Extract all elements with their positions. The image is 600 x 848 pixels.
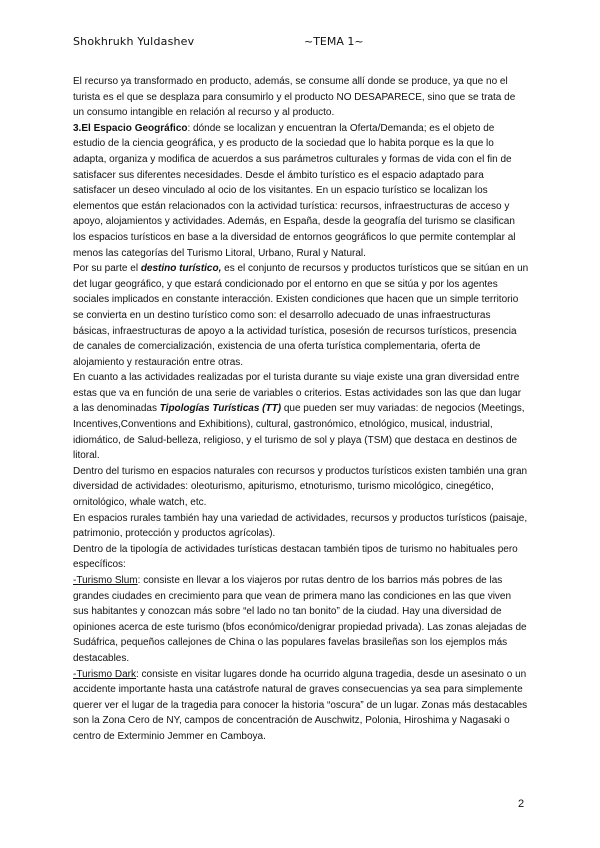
paragraph-espacios-naturales: Dentro del turismo en espacios naturales con recursos y productos turísticos existen también una gran diversidad de actividades: oleoturismo, apiturismo, etnoturismo, turismo micológico, cinegético, ornitológico, whale watch, etc.: [73, 465, 528, 509]
paragraph-text: es el conjunto de recursos y productos turísticos que se sitúan en un det lugar geográfico, y que estará condicionado por el entorno en que se sitúa y por los agentes sociales implicados en constante interacción. Existen condiciones que hacen que un simple territorio se convierta en un destino turístico como son: el desarrollo adecuado de unas infraestructuras básicas, infraestructuras de apoyo a la actividad turística, posesión de recursos turísticos, presencia de canales de comercialización, existencia de una oferta turística complementaria, oferta de alojamiento y restauración entre otras.: [73, 263, 529, 368]
paragraph-text: En cuanto a las actividades realizadas por el turista durante su viaje existe una gran diversidad entre estas que va en función de una serie de variables o criterios. Estas actividades son las que dan lugar a las denominadas: [73, 372, 522, 415]
term-tipologias-turisticas: Tipologías Turísticas (TT): [159, 403, 282, 415]
paragraph-text: : consiste en visitar lugares donde ha ocurrido alguna tragedia, desde un asesinato o un accidente importante hasta una catástrofe natural de graves consecuencias ya sea para simplemente querer ver el lugar de la tragedia para conocer la historia “oscura” de un lugar. Zonas más destacables son la Zona Cero de NY, campos de concentración de Auschwitz, Polonia, Hiroshima y Nagasaki o centro de Exterminio Jemmer en Camboya.: [73, 668, 528, 742]
paragraph-turismo-dark: [73, 667, 529, 745]
paragraph-text: que pueden ser muy variadas: de negocios (Meetings, Incentives,Conventions and Exhibitions), cultural, gastronómico, etnológico, musical, industrial, idiomático, de Salud-belleza, religioso, y el turismo de sol y playa (TSM) que destaca en destinos de litoral.: [73, 403, 525, 462]
section-heading: 3.El Espacio Geográfico: [73, 122, 188, 134]
paragraph-text: : consiste en llevar a los viajeros por rutas dentro de los barrios más pobres de las grandes ciudades en crecimiento para que vean de primera mano las condiciones en las que viven sus habitantes y conozcan más sobre “el lado no tan bonito” de la ciudad. Hay una diversidad de opiniones acerca de este turismo (bfos económico/denigrar propiedad privada). Las zonas alejadas de Sudáfrica, pequeños callejones de China o las populares favelas brasileñas son los ejemplos más destacables.: [73, 575, 527, 664]
term-destino-turistico: destino turístico,: [140, 263, 222, 275]
paragraph-intro: El recurso ya transformado en producto, además, se consume allí donde se produce, ya que no el turista es el que se desplaza para consumirlo y el producto NO DESAPARECE, sino que se trata de un consumo intangible en relación al recurso y al producto.: [73, 76, 516, 119]
header-topic: ~TEMA 1~: [304, 35, 364, 48]
term-turismo-dark: -Turismo Dark: [73, 668, 136, 680]
paragraph-tipologias: [73, 370, 529, 464]
paragraph-tipologia-no-habitual: Dentro de la tipología de actividades turísticas destacan también tipos de turismo no habituales pero específicos:: [73, 543, 518, 571]
paragraph-espacios-rurales: En espacios rurales también hay una variedad de actividades, recursos y productos turísticos (paisaje, patrimonio, protección y productos agrícolas).: [73, 512, 528, 540]
paragraph-turismo-slum: [73, 573, 529, 667]
document-body: [73, 74, 529, 745]
term-turismo-slum: -Turismo Slum: [73, 575, 138, 586]
paragraph-destino-turistico: [73, 261, 529, 370]
header-author: Shokhrukh Yuldashev: [73, 35, 195, 48]
paragraph-text: : dónde se localizan y encuentran la Oferta/Demanda; es el objeto de estudio de la ciencia geográfica, y es producto de la sociedad que lo habita porque es la que lo adapta, organiza y modifica de acuerdos a sus parámetros culturales y formas de vida con el fin de satisfacer sus diferentes necesidades. Desde el ámbito turístico es el espacio adaptado para satisfacer un deseo vinculado al ocio de los visitantes. En un espacio turístico se localizan los elementos que están relacionados con la actividad turística: recursos, infraestructuras de acceso y apoyo, alojamientos y actividades. Además, en España, desde la geografía del turismo se clasifican los espacios turísticos en base a la diversidad de entornos geográficos lo que permite contemplar al menos las categorías del Turismo Litoral, Urbano, Rural y Natural.: [73, 122, 516, 259]
paragraph-text: Por su parte el: [73, 263, 141, 275]
page-number: 2: [518, 798, 525, 810]
paragraph-espacio-geografico: [73, 121, 529, 261]
